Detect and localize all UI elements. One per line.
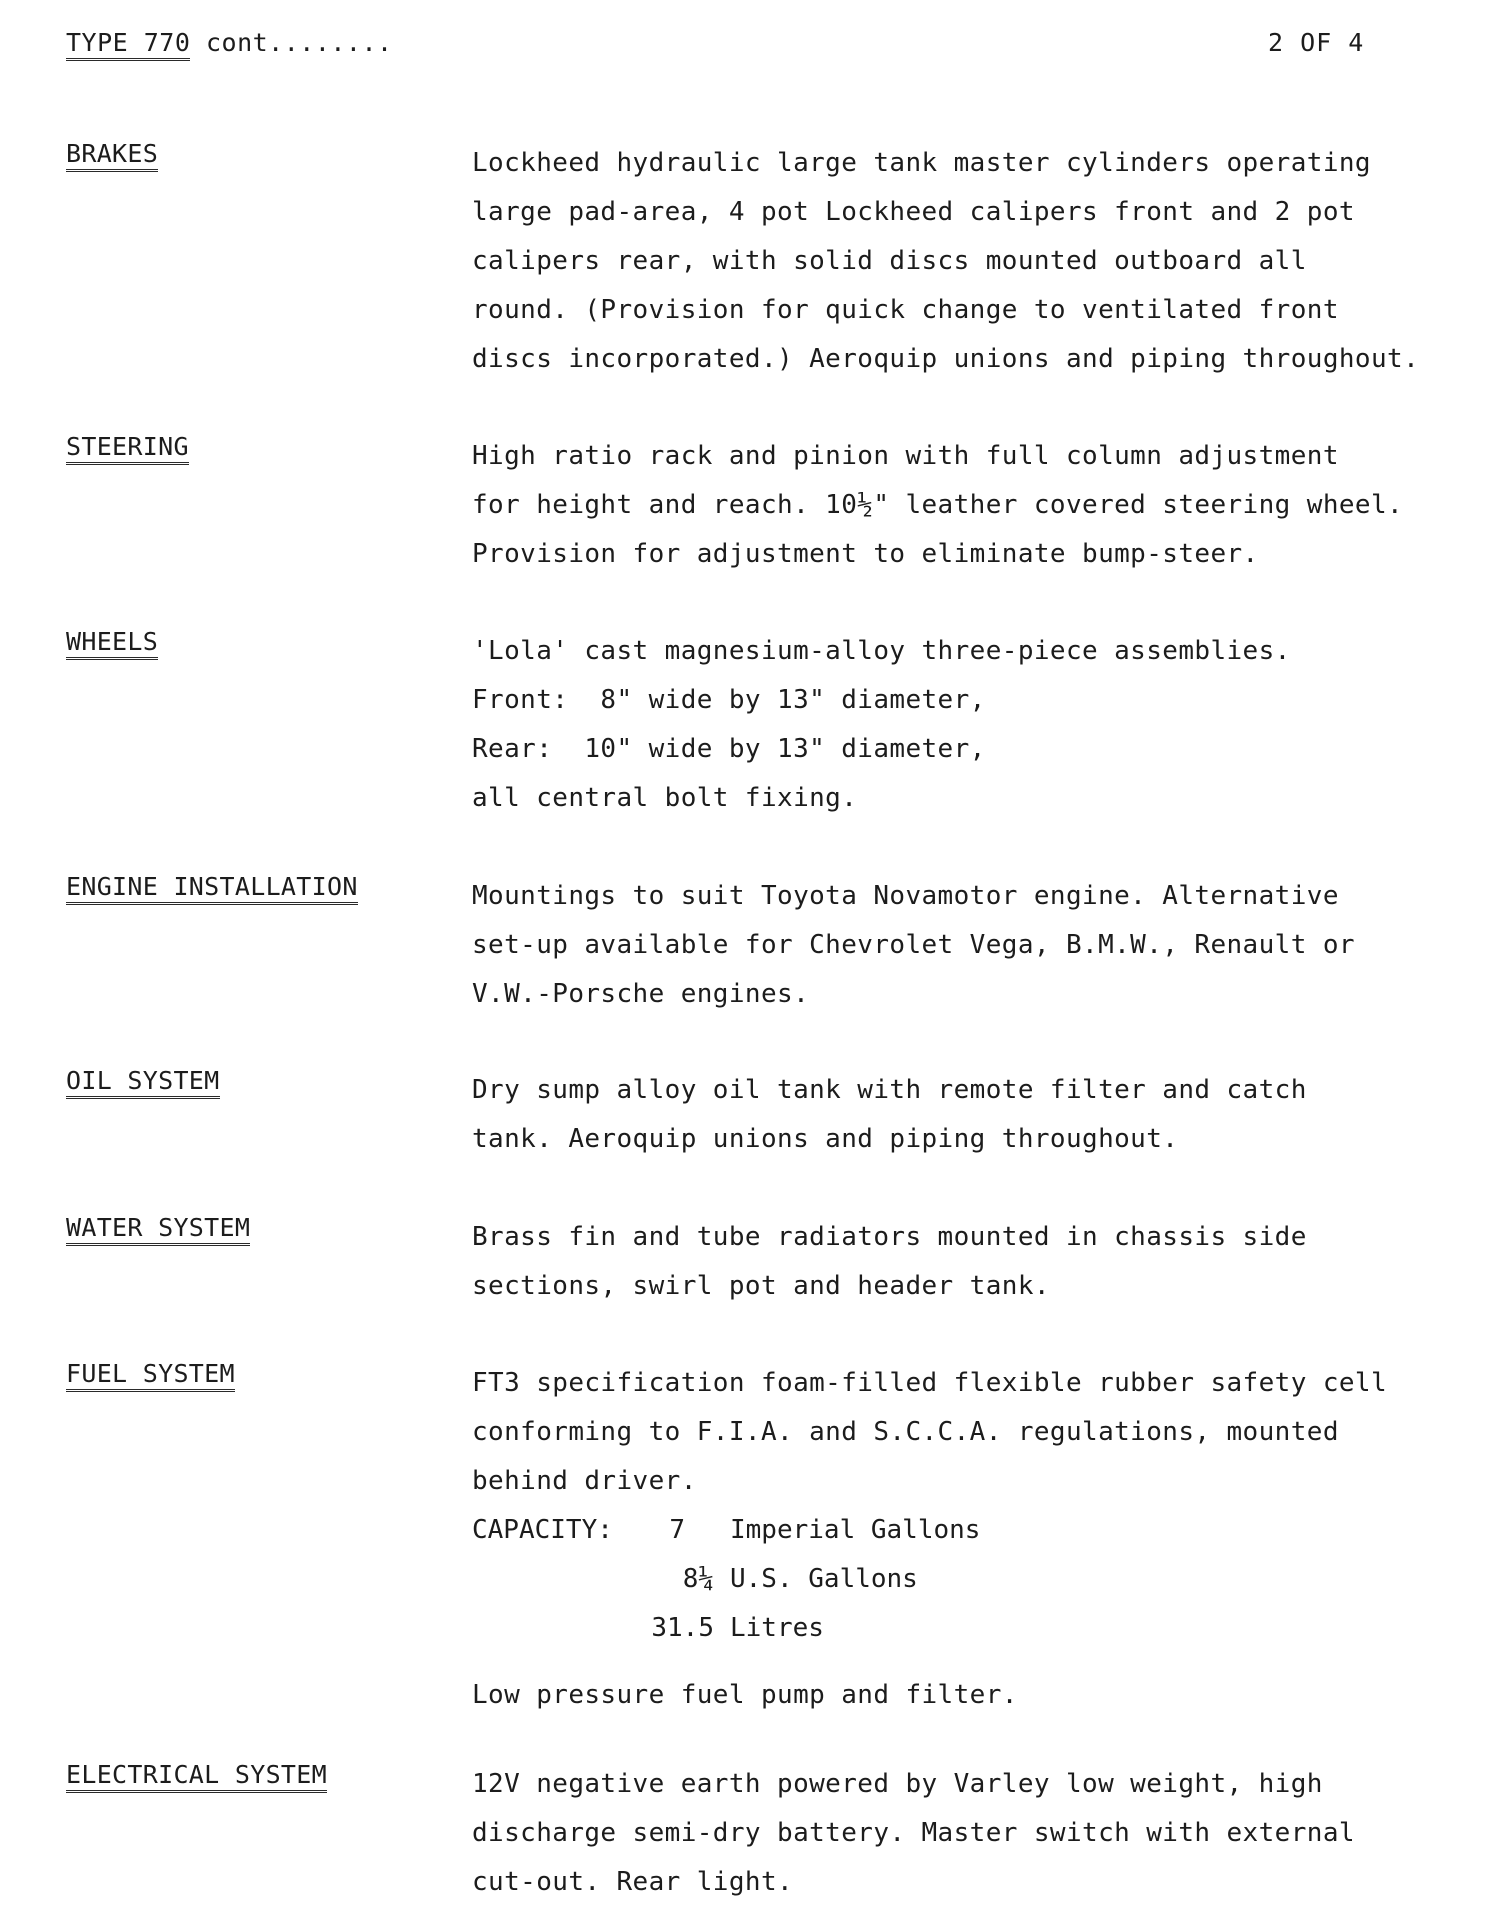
- text-line: 12V negative earth powered by Varley low weight, high: [472, 1769, 1323, 1799]
- capacity-row: [472, 1604, 1472, 1653]
- text-line: for height and reach. 10½" leather covered steering wheel.: [472, 490, 1404, 520]
- document-header-title: [66, 28, 393, 61]
- section-label-fuel-system: FUEL SYSTEM: [66, 1359, 235, 1392]
- section-label-brakes: BRAKES: [66, 139, 158, 172]
- text-line: Low pressure fuel pump and filter.: [472, 1680, 1018, 1710]
- capacity-unit: U.S. Gallons: [730, 1564, 918, 1594]
- continuation-text: cont........: [190, 28, 393, 57]
- text-line: 'Lola' cast magnesium-alloy three-piece assemblies.: [472, 636, 1291, 666]
- capacity-amount: 7: [669, 1515, 685, 1545]
- text-line: Rear: 10" wide by 13" diameter,: [472, 734, 986, 764]
- text-line: Provision for adjustment to eliminate bump-steer.: [472, 539, 1259, 569]
- text-line: Mountings to suit Toyota Novamotor engine. Alternative: [472, 881, 1339, 911]
- text-line: cut-out. Rear light.: [472, 1867, 794, 1897]
- text-line: discs incorporated.) Aeroquip unions and piping throughout.: [472, 344, 1420, 374]
- text-line: conforming to F.I.A. and S.C.C.A. regulations, mounted: [472, 1417, 1339, 1447]
- section-label-water-system: WATER SYSTEM: [66, 1213, 250, 1246]
- text-line: round. (Provision for quick change to ventilated front: [472, 295, 1339, 325]
- type-label: TYPE 770: [66, 28, 190, 61]
- capacity-row: [472, 1555, 1472, 1604]
- text-line: sections, swirl pot and header tank.: [472, 1271, 1050, 1301]
- section-body-fuel-system: [472, 1359, 1472, 1720]
- page-indicator: 2 OF 4: [1268, 28, 1365, 57]
- text-line: set-up available for Chevrolet Vega, B.M.W., Renault or: [472, 930, 1355, 960]
- text-line: Front: 8" wide by 13" diameter,: [472, 685, 986, 715]
- capacity-label: CAPACITY:: [472, 1515, 613, 1545]
- text-line: discharge semi-dry battery. Master switch with external: [472, 1818, 1355, 1848]
- capacity-amount: 8¼: [682, 1564, 714, 1594]
- section-body-brakes: [472, 139, 1472, 384]
- text-line: Dry sump alloy oil tank with remote filter and catch: [472, 1075, 1307, 1105]
- capacity-unit: Imperial Gallons: [730, 1515, 981, 1545]
- text-line: tank. Aeroquip unions and piping throughout.: [472, 1124, 1179, 1154]
- section-body-water-system: [472, 1213, 1472, 1311]
- text-line: calipers rear, with solid discs mounted outboard all: [472, 246, 1307, 276]
- text-line: Brass fin and tube radiators mounted in chassis side: [472, 1222, 1307, 1252]
- text-line: all central bolt fixing.: [472, 783, 858, 813]
- section-label-steering: STEERING: [66, 432, 189, 465]
- section-body-engine-installation: [472, 872, 1472, 1019]
- section-body-oil-system: [472, 1066, 1472, 1164]
- section-body-wheels: [472, 627, 1472, 823]
- section-label-engine-installation: ENGINE INSTALLATION: [66, 872, 358, 905]
- section-label-wheels: WHEELS: [66, 627, 158, 660]
- text-line: large pad-area, 4 pot Lockheed calipers front and 2 pot: [472, 197, 1355, 227]
- capacity-row: [472, 1506, 1472, 1555]
- section-body-electrical-system: [472, 1760, 1472, 1907]
- text-line: V.W.-Porsche engines.: [472, 979, 810, 1009]
- text-line: Lockheed hydraulic large tank master cylinders operating: [472, 148, 1371, 178]
- text-line: FT3 specification foam-filled flexible rubber safety cell: [472, 1368, 1388, 1398]
- section-label-oil-system: OIL SYSTEM: [66, 1066, 220, 1099]
- capacity-amount: 31.5: [651, 1613, 714, 1643]
- capacity-unit: Litres: [730, 1613, 824, 1643]
- section-body-steering: [472, 432, 1472, 579]
- text-line: behind driver.: [472, 1466, 697, 1496]
- section-label-electrical-system: ELECTRICAL SYSTEM: [66, 1760, 327, 1793]
- text-line: High ratio rack and pinion with full column adjustment: [472, 441, 1339, 471]
